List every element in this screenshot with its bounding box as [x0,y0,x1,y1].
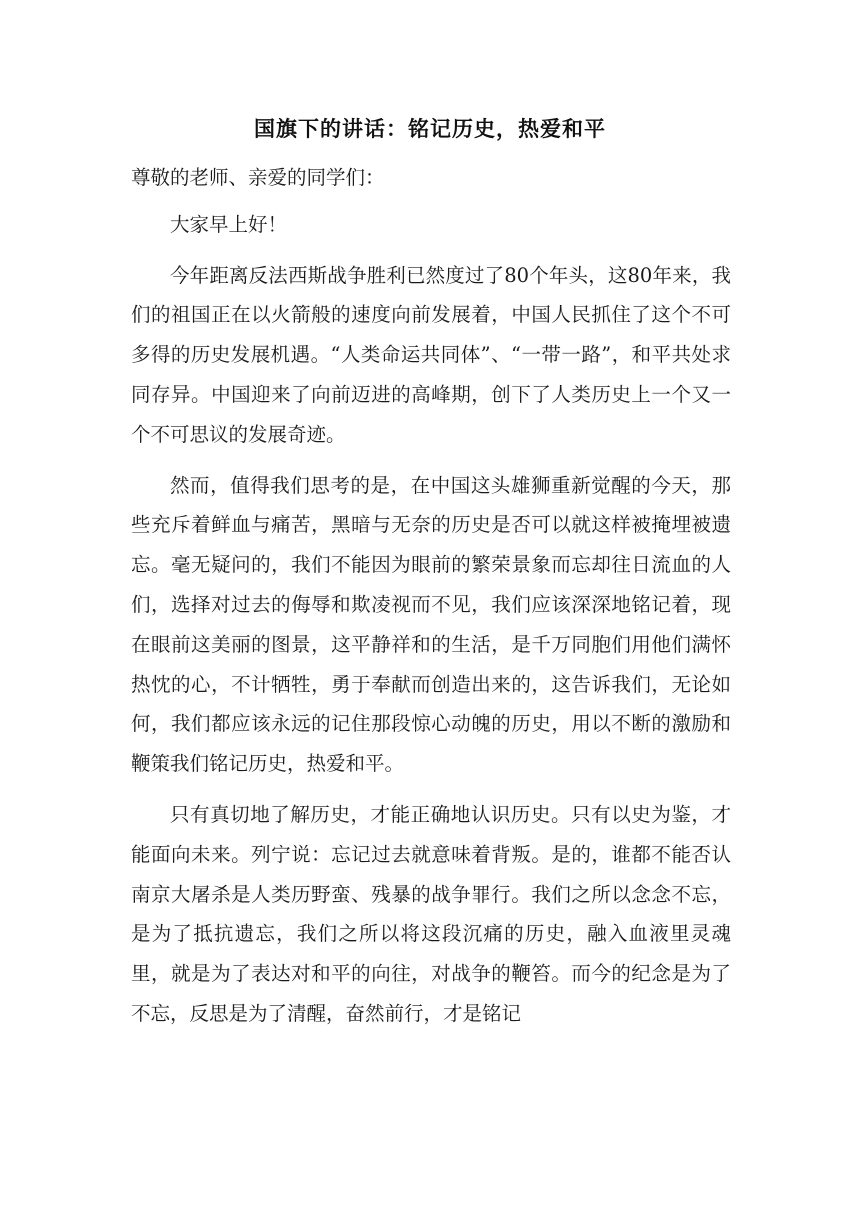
document-body [131,158,731,1045]
paragraph-1: 今年距离反法西斯战争胜利已然度过了80个年头，这80年来，我们的祖国正在以火箭般的速度向前发展着，中国人民抓住了这个不可多得的历史发展机遇。“人类命运共同体”、“一带一路”，和平共处求同存异。中国迎来了向前迈进的高峰期，创下了人类历史上一个又一个不可思议的发展奇迹。 [131,263,731,446]
salutation: 尊敬的老师、亲爱的同学们： [131,166,385,189]
paragraph-2: 然而，值得我们思考的是，在中国这头雄狮重新觉醒的今天，那些充斥着鲜血与痛苦，黑暗与无奈的历史是否可以就这样被掩埋被遗忘。毫无疑问的，我们不能因为眼前的繁荣景象而忘却往日流血的人们，选择对过去的侮辱和欺凌视而不见，我们应该深深地铭记着，现在眼前这美丽的图景，这平静祥和的生活，是千万同胞们用他们满怀热忱的心，不计牺牲，勇于奉献而创造出来的，这告诉我们，无论如何，我们都应该永远的记住那段惊心动魄的历史，用以不断的激励和鞭策我们铭记历史，热爱和平。 [131,473,731,776]
document-title: 国旗下的讲话：铭记历史，热爱和平 [254,117,606,141]
paragraph-3: 只有真切地了解历史，才能正确地认识历史。只有以史为鉴，才能面向未来。列宁说：忘记过去就意味着背叛。是的，谁都不能否认南京大屠杀是人类历野蛮、残暴的战争罪行。我们之所以念念不忘，是为了抵抗遗忘，我们之所以将这段沉痛的历史，融入血液里灵魂里，就是为了表达对和平的向往，对战争的鞭笞。而今的纪念是为了不忘，反思是为了清醒，奋然前行，才是铭记 [131,802,731,1025]
paragraph-greeting: 大家早上好！ [170,212,288,236]
